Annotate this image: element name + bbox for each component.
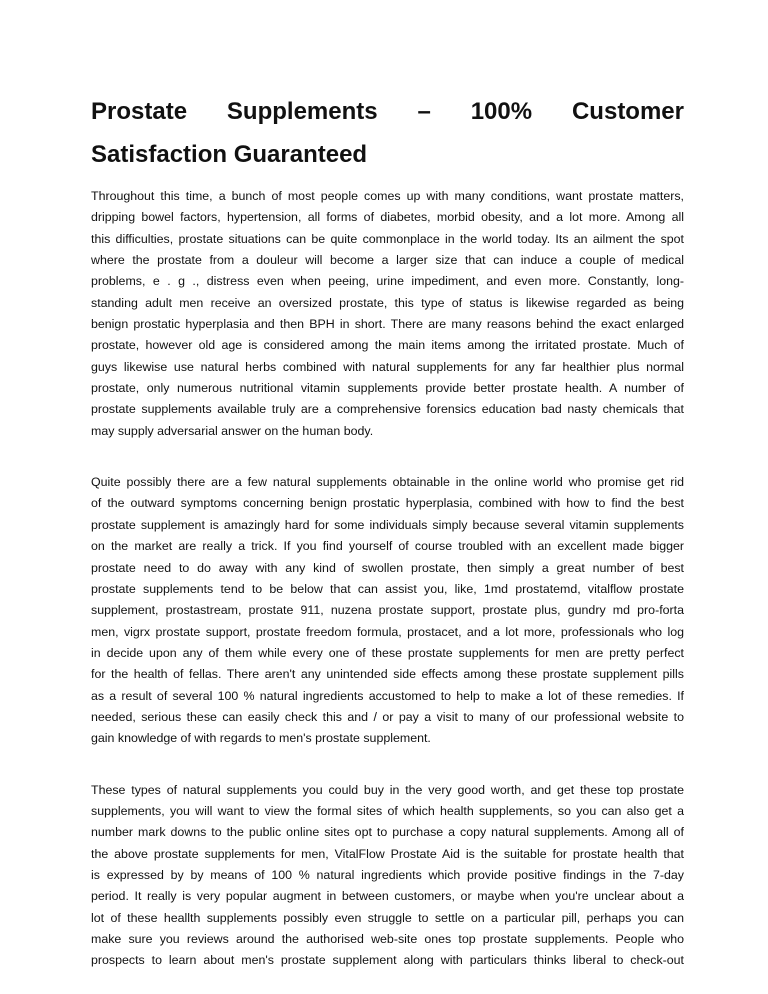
text-line: prostate need to do away with any kind of swollen prostate, then simply a great number of best — [91, 560, 684, 575]
text-line: make sure you reviews around the authorised web-site ones top prostate supplements. People who — [91, 932, 684, 946]
page-title — [91, 90, 684, 176]
text-line: is expressed by by means of 100 % natural ingredients which provide positive findings in the 7-day — [91, 867, 684, 882]
text-line: of the outward symptoms concerning benign prostatic hyperplasia, combined with how to find the best — [91, 496, 684, 511]
text-line: prostate supplements available truly are a comprehensive forensics education bad nasty chemicals that — [91, 402, 684, 417]
document-page — [91, 90, 684, 972]
text-line: lot of these heallth supplements possibly even struggle to settle on a particular pill, perhaps you can — [91, 910, 684, 925]
text-line: benign prostatic hyperplasia and then BPH in short. There are many reasons behind the exact enlarged — [91, 317, 684, 332]
paragraph — [91, 472, 684, 749]
title-line: Prostate Supplements – 100% Customer — [91, 98, 684, 125]
text-line: supplements, you will want to view the formal sites of which health supplements, so you can also get a — [91, 803, 684, 818]
text-line: this difficulties, prostate situations can be quite commonplace in the world today. Its an ailment the spot — [91, 231, 684, 246]
paragraph — [91, 186, 684, 442]
text-line: dripping bowel factors, hypertension, all forms of diabetes, morbid obesity, and a lot more. Among all — [91, 210, 684, 225]
text-line: on the market are really a trick. If you find yourself of course troubled with an excellent made bigger — [91, 539, 684, 554]
text-line: guys likewise use natural herbs combined with natural supplements for any far healthier plus normal — [91, 359, 684, 374]
text-line: as a result of several 100 % natural ingredients accustomed to help to make a lot of these remedies. If — [91, 688, 684, 703]
text-line: may supply adversarial answer on the human body. — [91, 423, 374, 438]
text-line: the above prostate supplements for men, VitalFlow Prostate Aid is the suitable for prostate health that — [91, 846, 684, 861]
text-line: prostate supplements tend to be below that can assist you, like, 1md prostatemd, vitalflow prostate — [91, 581, 684, 596]
text-line: prostate, only numerous nutritional vitamin supplements provide better prostate health. A number of — [91, 381, 684, 396]
text-line: prostate supplement is amazingly hard for some individuals simply because several vitamin supplements — [91, 517, 684, 532]
text-line: period. It really is very popular augment in between customers, or maybe when you're unclear about a — [91, 889, 684, 904]
paragraph — [91, 780, 684, 972]
text-line: prostate, however old age is considered among the main items among the irritated prostate. Much of — [91, 338, 684, 353]
title-line: Satisfaction Guaranteed — [91, 141, 368, 168]
text-line: where the prostate from a douleur will become a larger size that can induce a couple of medical — [91, 253, 684, 268]
text-line: gain knowledge of with regards to men's prostate supplement. — [91, 731, 431, 746]
text-line: number mark downs to the public online sites opt to purchase a copy natural supplements. Among all of — [91, 825, 684, 840]
text-line: problems, e . g ., distress even when peeing, urine impediment, and even more. Constantly, long- — [91, 274, 684, 289]
text-line: prospects to learn about men's prostate supplement along with particulars thinks liberal to check-out — [91, 953, 684, 968]
text-line: in decide upon any of them while every one of these prostate supplements for men are pretty perfect — [91, 645, 684, 660]
text-line: Quite possibly there are a few natural supplements obtainable in the online world who promise get rid — [91, 475, 684, 490]
text-line: needed, serious these can easily check this and / or pay a visit to many of our professional website to — [91, 709, 684, 724]
text-line: These types of natural supplements you could buy in the very good worth, and get these top prostate — [91, 782, 684, 797]
text-line: men, vigrx prostate support, prostate freedom formula, prostacet, and a lot more, professionals who log — [91, 624, 684, 639]
text-line: supplement, prostastream, prostate 911, nuzena prostate support, prostate plus, gundry md pro-forta — [91, 603, 684, 618]
text-line: Throughout this time, a bunch of most people comes up with many conditions, want prostate matters, — [91, 189, 684, 203]
text-line: standing adult men receive an oversized prostate, this type of status is likewise regarded as being — [91, 295, 684, 310]
text-line: for the health of fellas. There aren't any unintended side effects among these prostate supplement pills — [91, 667, 684, 682]
